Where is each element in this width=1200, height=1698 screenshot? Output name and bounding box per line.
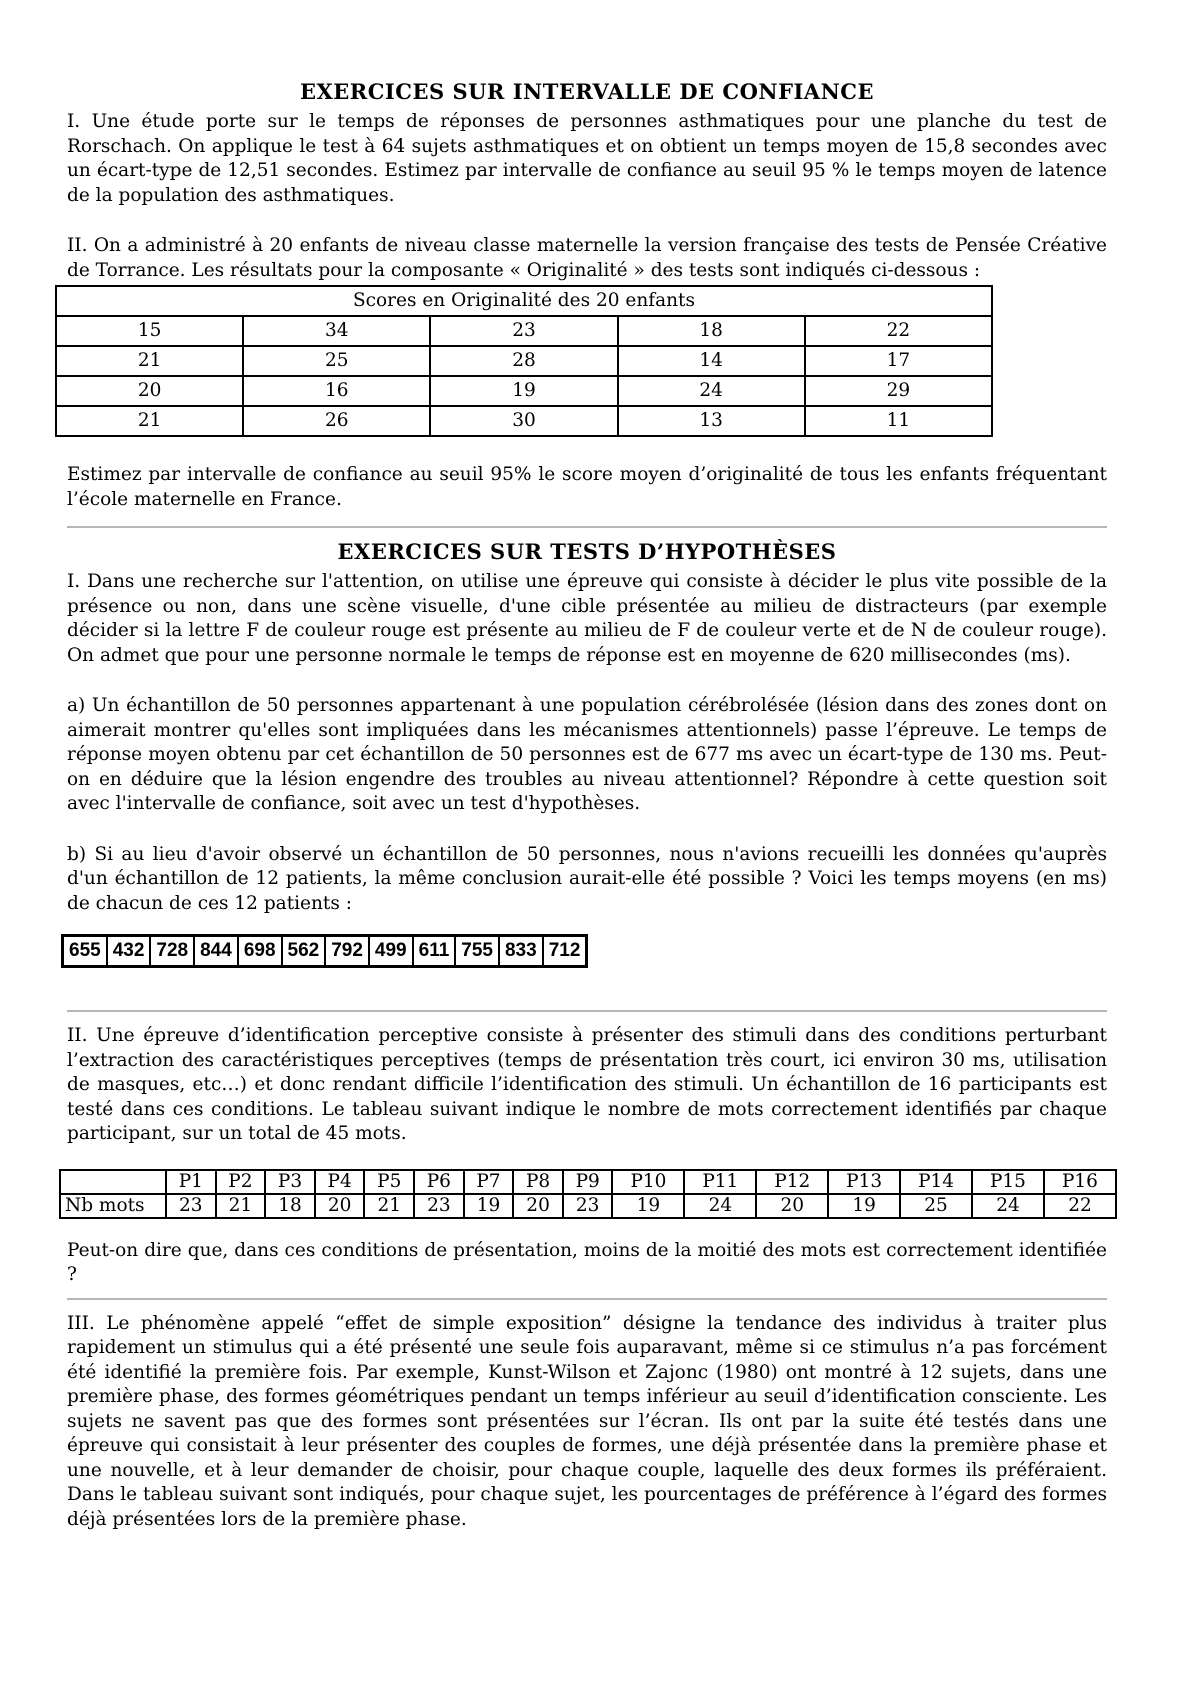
table-cell: 655 — [63, 936, 107, 967]
table-cell: 28 — [430, 346, 617, 376]
table-cell: 23 — [563, 1194, 613, 1218]
table-row — [60, 1194, 1116, 1218]
table-cell: 20 — [315, 1194, 365, 1218]
table-cell: 19 — [430, 376, 617, 406]
table-cell: 19 — [464, 1194, 514, 1218]
patient-times-table — [61, 934, 588, 968]
hypothesis-exercise-2-text: II. Une épreuve d’identification perceptive consiste à présenter des stimuli dans des conditions perturbant l’extraction des caractéristiques perceptives (temps de présentation très court, ici environ 30 ms, utilisation de masques, etc…) et donc rendant difficile l’identification des stimuli. Un échantillon de 16 participants est testé dans ces conditions. Le tableau suivant indique le nombre de mots correctement identifiés par chaque participant, sur un total de 45 mots. — [67, 1025, 1107, 1144]
table-cell: 21 — [56, 346, 243, 376]
page — [67, 78, 1107, 1532]
table-cell: 792 — [325, 936, 369, 967]
table-cell: P13 — [828, 1170, 900, 1194]
hypothesis-exercise-1-text: I. Dans une recherche sur l'attention, on utilise une épreuve qui consiste à décider le plus vite possible de la présence ou non, dans une scène visuelle, d'une cible présentée au milieu de distracteurs (par exemple décider si la lettre F de couleur rouge est présente au milieu de F de couleur verte et de N de couleur rouge). On admet que pour une personne normale le temps de réponse est en moyenne de 620 millisecondes (ms). — [67, 571, 1107, 666]
table-cell: 23 — [414, 1194, 464, 1218]
table-cell: 25 — [243, 346, 430, 376]
table-cell: 712 — [543, 936, 587, 967]
divider — [67, 1298, 1107, 1300]
hypothesis-exercise-3-text: III. Le phénomène appelé “effet de simple exposition” désigne la tendance des individus à traiter plus rapidement un stimulus qui a été présenté une seule fois auparavant, même si ce stimulus n’a pas forcément été identifié la première fois. Par exemple, Kunst-Wilson et Zajonc (1980) ont montré à 12 sujets, dans une première phase, des formes géométriques pendant un temps inférieur au seuil d’identification consciente. Les sujets ne savent pas que des formes sont présentées sur l’écran. Ils ont par la suite été testés dans une épreuve qui consistait à leur présenter des couples de formes, une déjà présentée dans la première phase et une nouvelle, et à leur demander de choisir, pour chaque couple, laquelle des deux formes ils préféraient. Dans le tableau suivant sont indiqués, pour chaque sujet, les pourcentages de préférence à l’égard des formes déjà présentées lors de la première phase. — [67, 1312, 1107, 1530]
table-cell: 24 — [618, 376, 805, 406]
table-cell: P2 — [216, 1170, 266, 1194]
table-cell: P3 — [265, 1170, 315, 1194]
exercise-2-question: Estimez par intervalle de confiance au seuil 95% le score moyen d’originalité de tous les enfants fréquentant l’école maternelle en France. — [67, 464, 1107, 510]
table-cell: 844 — [194, 936, 238, 967]
table-cell: 21 — [216, 1194, 266, 1218]
table-cell: P12 — [756, 1170, 828, 1194]
table-cell: 17 — [805, 346, 992, 376]
table-cell: 499 — [369, 936, 413, 967]
table-cell: 24 — [972, 1194, 1044, 1218]
table-cell: P8 — [513, 1170, 563, 1194]
words-identified-table — [59, 1169, 1117, 1219]
table-cell: 432 — [107, 936, 151, 967]
hypothesis-exercise-1a-text: a) Un échantillon de 50 personnes appartenant à une population cérébrolésée (lésion dans des zones dont on aimerait montrer qu'elles sont impliquées dans les mécanismes attentionnels) passe l’épreuve. Le temps de réponse moyen obtenu par cet échantillon de 50 personnes est de 677 ms avec un écart-type de 130 ms. Peut-on en déduire que la lésion engendre des troubles au niveau attentionnel? Répondre à cette question soit avec l'intervalle de confiance, soit avec un test d'hypothèses. — [67, 695, 1107, 814]
originality-scores-table — [55, 285, 993, 437]
section-title-hypothesis-tests: EXERCICES SUR TESTS D’HYPOTHÈSES — [337, 539, 837, 564]
table-cell: 34 — [243, 316, 430, 346]
table-cell: 16 — [243, 376, 430, 406]
table-cell: P9 — [563, 1170, 613, 1194]
table-row — [56, 316, 992, 346]
table-row — [60, 1170, 1116, 1194]
table-cell: 23 — [166, 1194, 216, 1218]
divider — [67, 526, 1107, 528]
table-cell: 18 — [265, 1194, 315, 1218]
table-cell: 728 — [150, 936, 194, 967]
table-cell: P5 — [364, 1170, 414, 1194]
table-cell — [60, 1170, 166, 1194]
table-cell: 14 — [618, 346, 805, 376]
table-cell: P1 — [166, 1170, 216, 1194]
table-cell: 29 — [805, 376, 992, 406]
table-cell: 21 — [56, 406, 243, 436]
table-cell: P14 — [900, 1170, 972, 1194]
hypothesis-exercise-2-question: Peut-on dire que, dans ces conditions de présentation, moins de la moitié des mots est correctement identifiée ? — [67, 1239, 1107, 1285]
table-row-label: Nb mots — [60, 1194, 166, 1218]
table-row — [56, 346, 992, 376]
table-cell: 562 — [282, 936, 326, 967]
table-cell: 20 — [513, 1194, 563, 1218]
hypothesis-exercise-1b-text: b) Si au lieu d'avoir observé un échantillon de 50 personnes, nous n'avions recueilli les données qu'auprès d'un échantillon de 12 patients, la même conclusion aurait-elle été possible ? Voici les temps moyens (en ms) de chacun de ces 12 patients : — [67, 843, 1107, 914]
table-cell: 611 — [413, 936, 456, 967]
table-cell: P16 — [1044, 1170, 1116, 1194]
table-cell: 755 — [455, 936, 499, 967]
table-cell: P10 — [612, 1170, 684, 1194]
exercise-2-text: II. On a administré à 20 enfants de niveau classe maternelle la version française des tests de Pensée Créative de Torrance. Les résultats pour la composante « Originalité » des tests sont indiqués ci-dessous : — [67, 235, 1107, 281]
table-cell: 22 — [805, 316, 992, 346]
table-cell: P15 — [972, 1170, 1044, 1194]
table-row — [63, 936, 587, 967]
table-cell: 698 — [238, 936, 282, 967]
section-title-confidence-interval: EXERCICES SUR INTERVALLE DE CONFIANCE — [299, 79, 875, 104]
table-cell: 15 — [56, 316, 243, 346]
table-cell: 24 — [684, 1194, 756, 1218]
table-cell: 20 — [56, 376, 243, 406]
table-row — [56, 376, 992, 406]
table-cell: 30 — [430, 406, 617, 436]
exercise-1-text: I. Une étude porte sur le temps de réponses de personnes asthmatiques pour une planche du test de Rorschach. On applique le test à 64 sujets asthmatiques et on obtient un temps moyen de 15,8 secondes avec un écart-type de 12,51 secondes. Estimez par intervalle de confiance au seuil 95 % le temps moyen de latence de la population des asthmatiques. — [67, 111, 1107, 206]
table-cell: 22 — [1044, 1194, 1116, 1218]
table-cell: 18 — [618, 316, 805, 346]
table-cell: 23 — [430, 316, 617, 346]
table-cell: 19 — [612, 1194, 684, 1218]
table-cell: 11 — [805, 406, 992, 436]
table-cell: P7 — [464, 1170, 514, 1194]
divider — [67, 1010, 1107, 1012]
table-cell: P11 — [684, 1170, 756, 1194]
table-cell: 25 — [900, 1194, 972, 1218]
table-cell: 13 — [618, 406, 805, 436]
table-cell: 26 — [243, 406, 430, 436]
originality-table-title: Scores en Originalité des 20 enfants — [56, 286, 992, 316]
table-cell: P4 — [315, 1170, 365, 1194]
table-cell: 833 — [499, 936, 543, 967]
table-row — [56, 406, 992, 436]
table-cell: 20 — [756, 1194, 828, 1218]
table-cell: 21 — [364, 1194, 414, 1218]
table-cell: 19 — [828, 1194, 900, 1218]
table-cell: P6 — [414, 1170, 464, 1194]
